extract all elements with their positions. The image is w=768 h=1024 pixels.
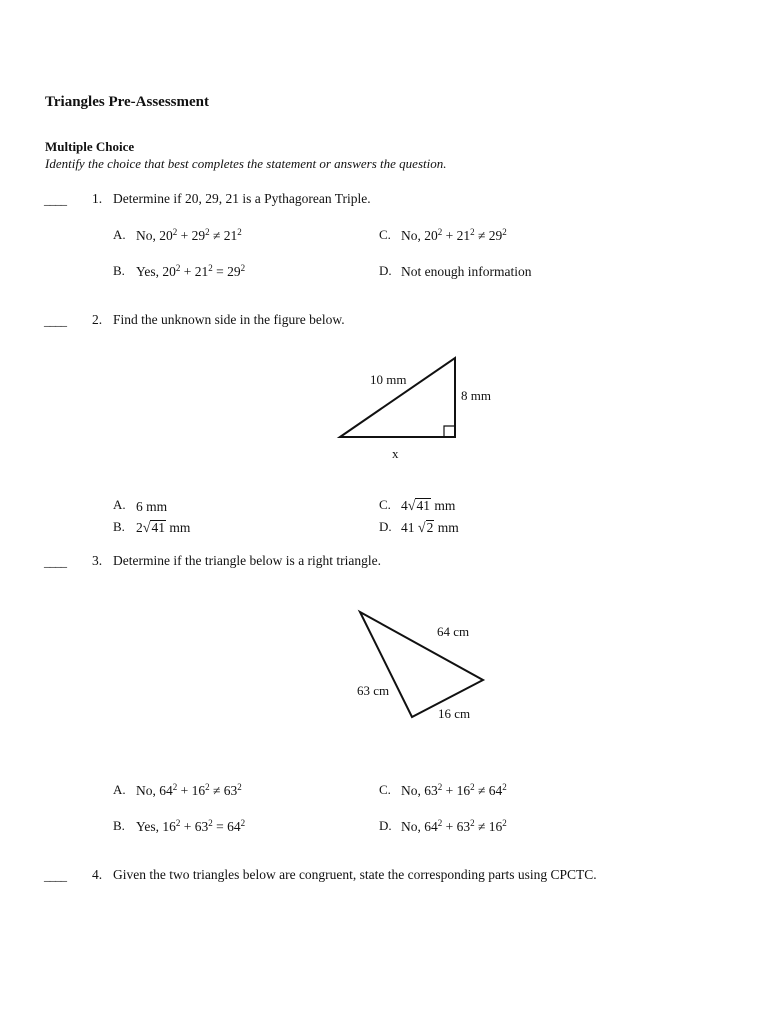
question-text: Determine if 20, 29, 21 is a Pythagorean Triple.	[113, 191, 371, 206]
option-letter: D.	[379, 519, 392, 534]
section-heading: Multiple Choice	[45, 139, 135, 154]
question-number: 1.	[92, 191, 103, 206]
q2-option-d[interactable]: 41 √2 mm	[401, 520, 459, 536]
option-letter: D.	[379, 263, 392, 278]
page-title: Triangles Pre-Assessment	[45, 94, 210, 110]
question-number: 3.	[92, 553, 103, 568]
option-letter: C.	[379, 782, 391, 797]
q3-option-a[interactable]: No, $64^2 + 16^2 \ne 63^2$	[136, 782, 242, 798]
triangle-figure	[350, 605, 500, 725]
option-letter: B.	[113, 519, 125, 534]
leg-label: 8 mm	[461, 388, 491, 403]
side-label-64: 64 cm	[437, 624, 470, 639]
question-number: 4.	[92, 867, 103, 882]
hypotenuse-label: 10 mm	[370, 372, 407, 387]
q3-option-c[interactable]: No, $63^2 + 16^2 \ne 64^2$	[401, 782, 507, 798]
q1-option-b[interactable]: Yes, $20^2 + 21^2 = 29^2$	[136, 263, 246, 279]
q1-option-c[interactable]: No, $20^2 + 21^2 \ne 29^2$	[401, 227, 507, 243]
option-letter: B.	[113, 263, 125, 278]
question-text: Determine if the triangle below is a right triangle.	[113, 553, 382, 568]
answer-blank-q3[interactable]: ____	[44, 554, 66, 569]
q1-option-d[interactable]: Not enough information	[401, 264, 532, 279]
answer-blank-q4[interactable]: ____	[44, 868, 66, 883]
answer-blank-q2[interactable]: ____	[44, 313, 66, 328]
option-letter: D.	[379, 818, 392, 833]
q2-option-b[interactable]: 2√41 mm	[136, 520, 191, 536]
q1-option-a[interactable]: No, $20^2 + 29^2 \ne 21^2$	[136, 227, 242, 243]
right-angle-mark	[444, 426, 455, 437]
question-text: Find the unknown side in the figure below.	[113, 312, 345, 327]
side-label-16: 16 cm	[438, 706, 471, 721]
question-text: Given the two triangles below are congruent, state the corresponding parts using CPCTC.	[113, 867, 597, 882]
q3-option-d[interactable]: No, $64^2 + 63^2 \ne 16^2$	[401, 818, 507, 834]
side-label-63: 63 cm	[357, 683, 390, 698]
option-letter: A.	[113, 227, 126, 242]
option-letter: A.	[113, 782, 126, 797]
q3-option-b[interactable]: Yes, $16^2 + 63^2 = 64^2$	[136, 818, 246, 834]
right-triangle-figure	[330, 350, 510, 465]
answer-blank-q1[interactable]: ____	[44, 192, 66, 207]
option-letter: A.	[113, 497, 126, 512]
option-letter: C.	[379, 227, 391, 242]
q2-option-c[interactable]: 4√41 mm	[401, 498, 456, 514]
option-letter: B.	[113, 818, 125, 833]
question-number: 2.	[92, 312, 103, 327]
option-letter: C.	[379, 497, 391, 512]
q2-option-a[interactable]: 6 mm	[136, 499, 168, 514]
instructions: Identify the choice that best completes the statement or answers the question.	[45, 156, 447, 171]
base-label: x	[392, 446, 399, 461]
triangle-shape	[340, 358, 455, 437]
